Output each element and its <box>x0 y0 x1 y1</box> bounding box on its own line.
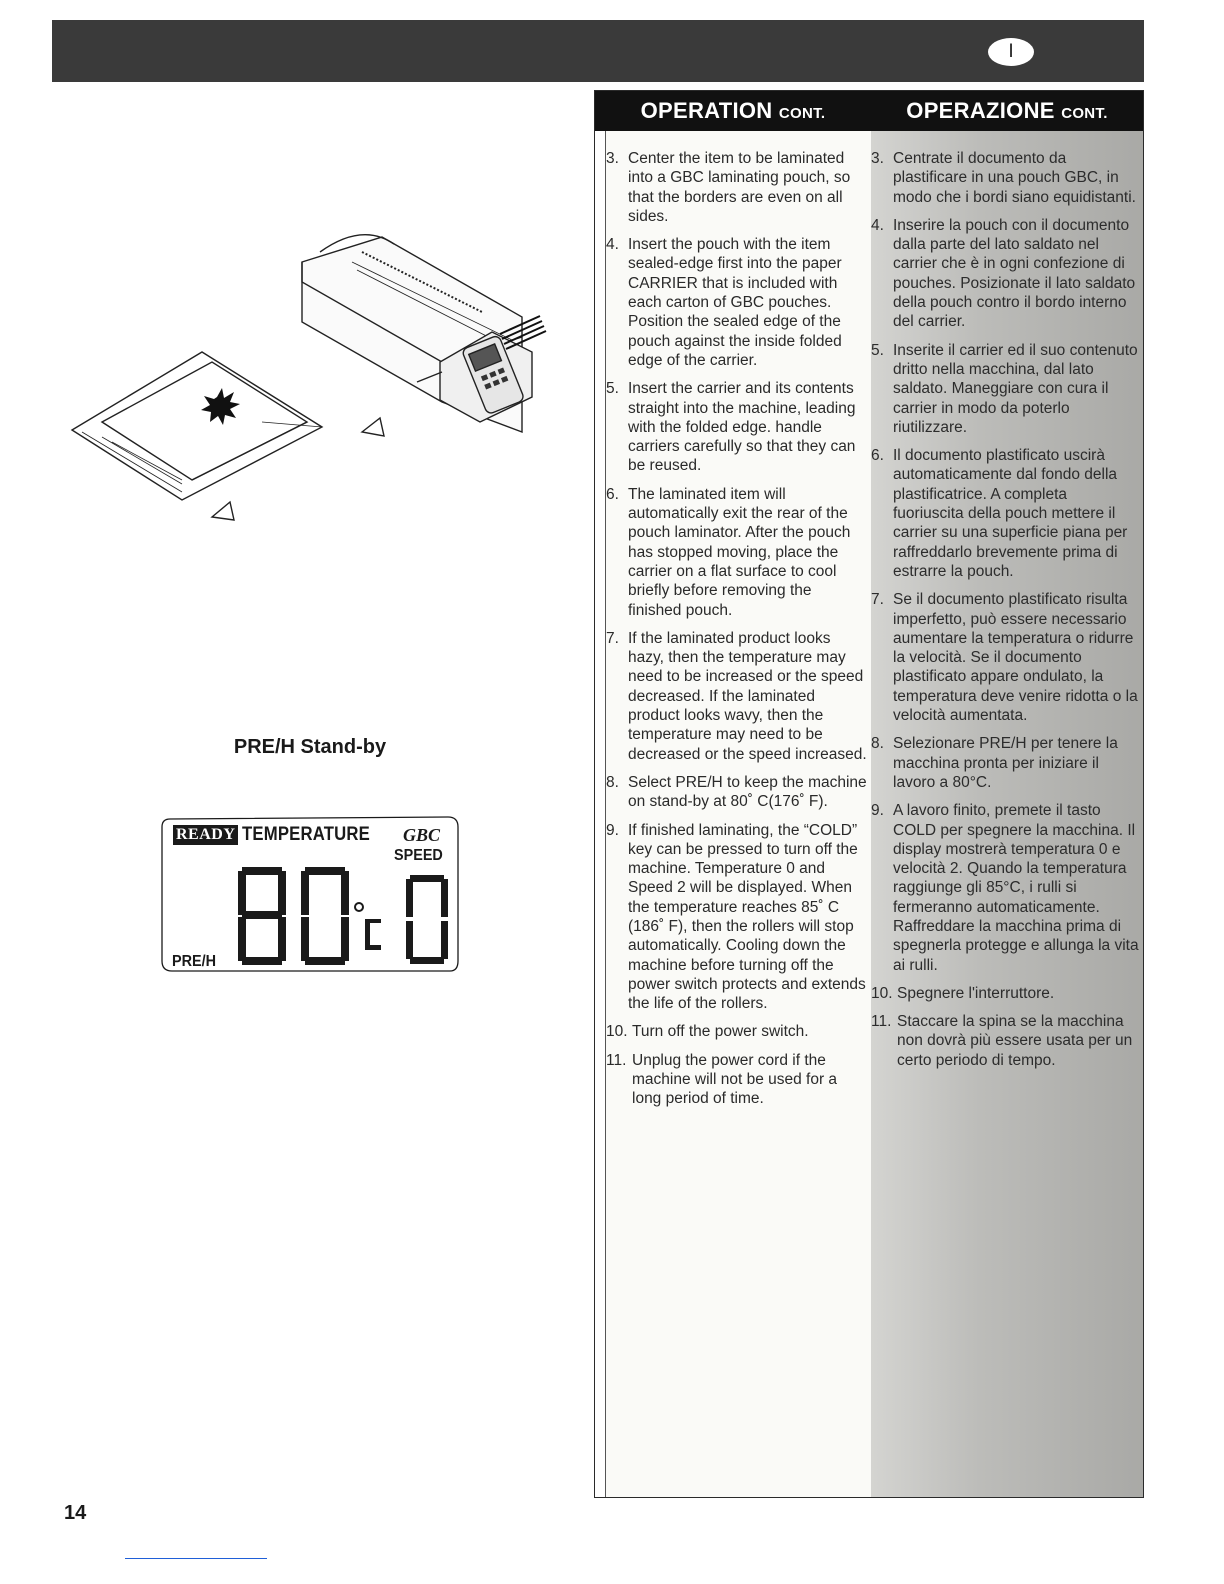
list-item: 7. If the laminated product looks hazy, then the temperature may need to be increased or the speed decreased. If the laminated product looks wavy, then the temperature may need to be decreased or the speed increased. <box>606 629 867 763</box>
list-item: 8. Selezionare PRE/H per tenere la macchina pronta per iniziare il lavoro a 80°C. <box>871 735 1118 791</box>
english-steps <box>606 149 868 1118</box>
list-item: 6. Il documento plastificato uscirà automaticamente dal fondo della plastificatrice. A completa fuoriuscita della pouch mettere il carrier su una superficie piana per raffreddarlo brevemente prima di estrarre la pouch. <box>871 447 1128 580</box>
list-item: 4. Insert the pouch with the item sealed-edge first into the paper CARRIER that is included with each carton of GBC pouches. Position the sealed edge of the pouch against the inside folded edge of the carrier. <box>606 236 842 369</box>
italian-steps <box>871 149 1139 1079</box>
header-band <box>52 20 1144 82</box>
list-item: 3. Centrate il documento da plastificare in una pouch GBC, in modo che i bordi siano equidistanti. <box>871 150 1136 206</box>
degree-symbol <box>355 903 363 911</box>
list-item: 5. Insert the carrier and its contents straight into the machine, leading with the folded edge. handle carriers carefully so that they can be reused. <box>606 380 856 475</box>
english-heading: OPERATION CONT. <box>640 98 826 123</box>
list-item: 9. If finished laminating, the “COLD” key can be pressed to turn off the machine. Temperature 0 and Speed 2 will be displayed. When the temperature reaches 85˚ C (186˚ F), then the rollers will stop automatically. Cooling down the machine before turning off the power switch protects and extends the life of the rollers. <box>606 821 866 1013</box>
preh-label: PRE/H <box>172 953 217 970</box>
lcd-speed-digit <box>406 875 448 964</box>
list-item: 7. Se il documento plastificato risulta imperfetto, può essere necessario aumentare la temperatura o ridurre la velocità. Se il documento plastificato appare ondulato, la temperatura deve venire ridotta o la velocità aumentata. <box>871 591 1138 725</box>
language-badge: I <box>988 38 1034 66</box>
list-item: 11. Staccare la spina se la macchina non dovrà più essere usata per un certo periodo di tempo. <box>871 1013 1133 1069</box>
list-item: 3. Center the item to be laminated into a GBC laminating pouch, so that the borders are even on all sides. <box>606 150 851 225</box>
list-item: 11. Unplug the power cord if the machine will not be used for a long period of time. <box>606 1051 838 1108</box>
temperature-label: TEMPERATURE <box>242 824 370 845</box>
ready-indicator: READY <box>173 825 238 845</box>
display-caption: PRE/H Stand-by <box>233 736 387 758</box>
footer-rule <box>125 1558 267 1559</box>
lcd-display <box>160 815 460 975</box>
speed-label: SPEED <box>394 847 443 864</box>
list-item: 10. Spegnere l'interruttore. <box>871 984 1055 1002</box>
italian-column <box>871 131 1143 1497</box>
brand-logo: GBC <box>403 825 441 845</box>
list-item: 4. Inserire la pouch con il documento dalla parte del lato saldato nel carrier che è in ogni confezione di pouches. Posizionate il lato saldato della pouch contro il bordo interno del carrier. <box>871 216 1136 331</box>
lcd-c-letter <box>365 919 381 950</box>
laminator-illustration <box>62 222 562 532</box>
list-item: 10. Turn off the power switch. <box>606 1023 809 1041</box>
lcd-digit-0 <box>301 867 349 965</box>
list-item: 9. A lavoro finito, premete il tasto COLD per spegnere la macchina. Il display mostrerà temperatura 0 e velocità 2. Quando la temperatura raggiunge gli 85°C, i rulli si fermeranno automaticamente. Raffreddare la macchina prima di spegnerla protegge e allunga la vita ai rulli. <box>871 802 1139 974</box>
instruction-panel <box>594 90 1144 1498</box>
list-item: 5. Inserite il carrier ed il suo contenuto dritto nella macchina, dal lato saldato. Maneggiare con cura il carrier in modo da poterlo riutilizzare. <box>871 341 1138 436</box>
english-column <box>605 131 872 1497</box>
italian-heading: OPERAZIONE CONT. <box>906 98 1108 123</box>
list-item: 8. Select PRE/H to keep the machine on stand-by at 80˚ C(176˚ F). <box>606 773 867 811</box>
list-item: 6. The laminated item will automatically exit the rear of the pouch laminator. After the pouch has stopped moving, place the carrier on a flat surface to cool briefly before removing the finished pouch. <box>606 485 851 619</box>
panel-header <box>595 91 1143 131</box>
page-number: 14 <box>64 1502 87 1524</box>
lcd-digit-8 <box>238 867 286 965</box>
